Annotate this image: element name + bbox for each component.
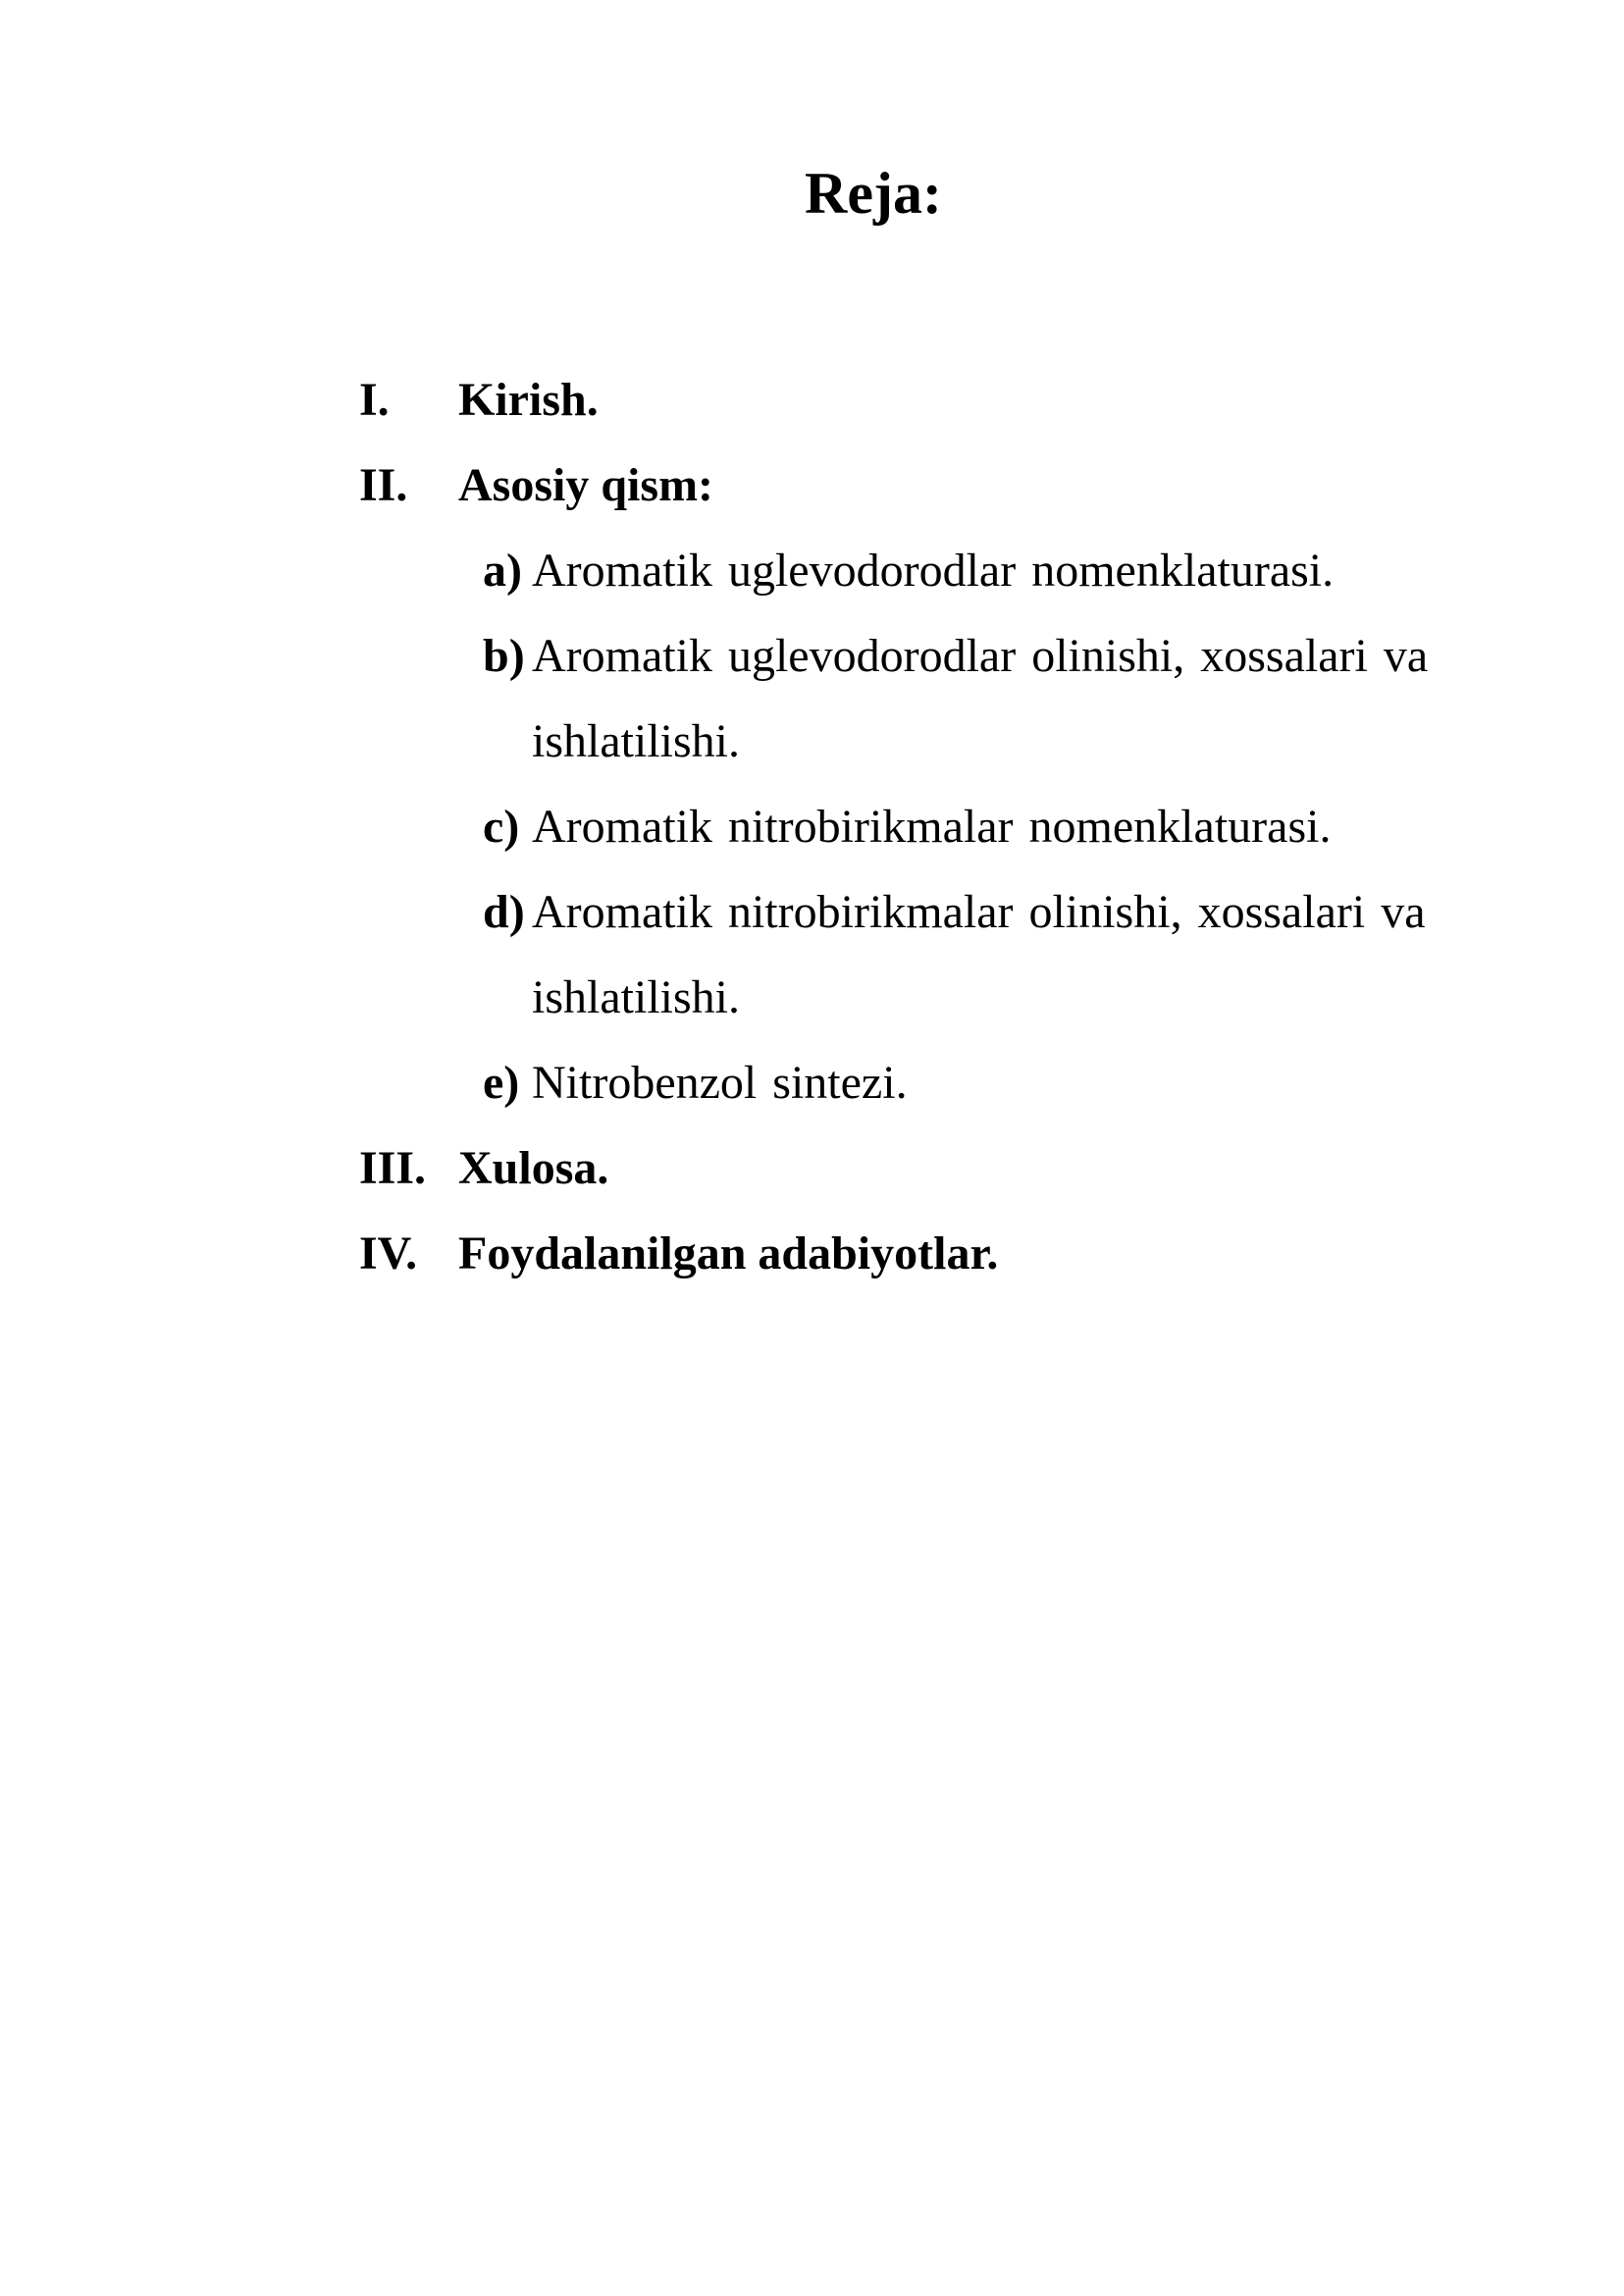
sub-item-text: Aromatik uglevodorodlar olinishi, xossalari va ishlatilishi. (532, 630, 1429, 767)
sub-item-a (359, 528, 1497, 613)
sub-item-text: Nitrobenzol sintezi. (532, 1057, 908, 1109)
sub-item-d (359, 869, 1497, 1040)
section-title: Xulosa. (458, 1142, 609, 1194)
section-title: Foydalanilgan adabiyotlar. (458, 1227, 999, 1279)
section-title: Kirish. (458, 374, 599, 426)
plan-list (359, 357, 1497, 1296)
sub-item-e (359, 1040, 1497, 1125)
page-title: Reja: (805, 161, 942, 226)
sub-item-text: Aromatik nitrobirikmalar olinishi, xossalari va ishlatilishi. (532, 886, 1426, 1023)
sub-item-letter: a) (483, 545, 522, 597)
sub-item-b (359, 613, 1497, 784)
list-item-3 (359, 1125, 1497, 1211)
list-item-4 (359, 1211, 1497, 1296)
roman-numeral: I. (359, 374, 390, 426)
sub-item-letter: b) (483, 630, 525, 682)
section-title: Asosiy qism: (458, 459, 714, 511)
roman-numeral: IV. (359, 1227, 418, 1279)
list-item-2 (359, 443, 1497, 528)
sub-item-c (359, 784, 1497, 869)
sub-item-letter: d) (483, 886, 525, 938)
sub-item-text: Aromatik uglevodorodlar nomenklaturasi. (532, 545, 1335, 597)
roman-numeral: II. (359, 459, 408, 511)
sub-item-letter: e) (483, 1057, 520, 1109)
sub-item-text: Aromatik nitrobirikmalar nomenklaturasi. (532, 801, 1332, 853)
roman-numeral: III. (359, 1142, 427, 1194)
sub-item-letter: c) (483, 801, 520, 853)
list-item-1 (359, 357, 1497, 443)
